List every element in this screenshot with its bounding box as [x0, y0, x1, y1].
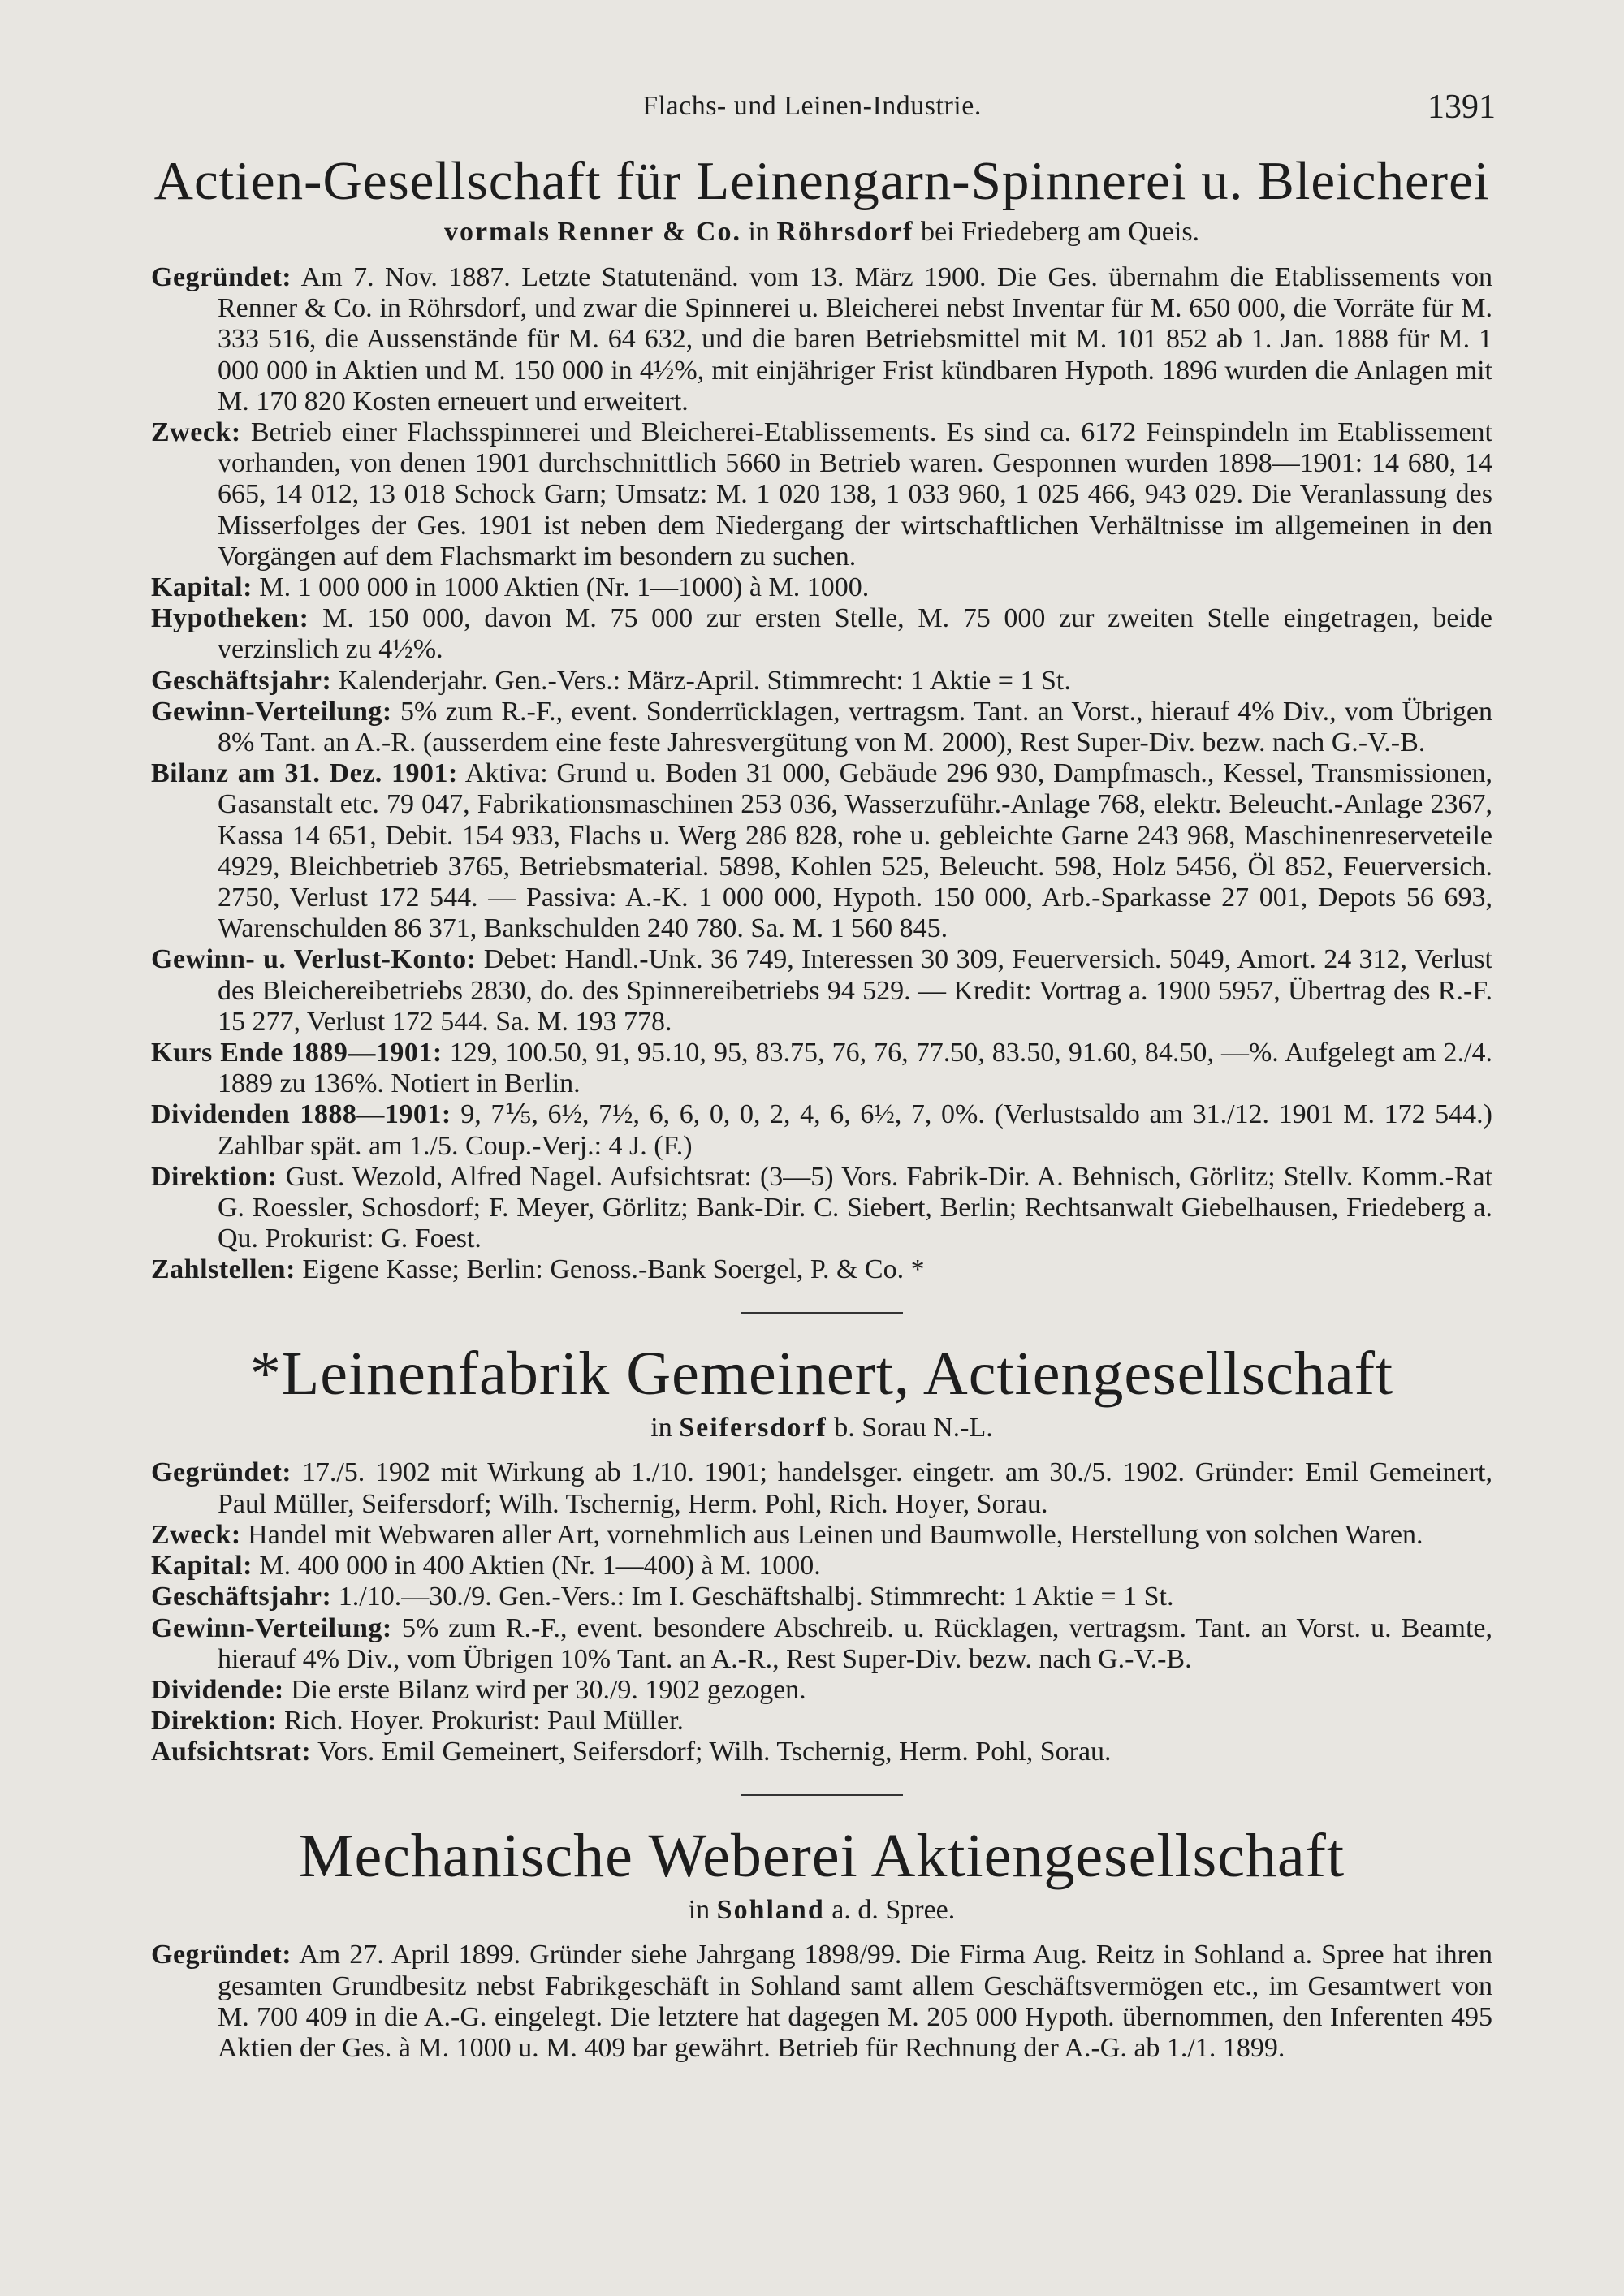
company-location	[151, 1409, 1492, 1447]
entry-zweck	[151, 1520, 1492, 1551]
section-divider	[741, 1312, 903, 1314]
entry-label: Kapital:	[151, 1551, 253, 1582]
entry-zweck	[151, 417, 1492, 572]
entry-aufsichtsrat	[151, 1737, 1492, 1767]
entry-direktion	[151, 1706, 1492, 1737]
entry-text: 5% zum R.-F., event. besondere Abschreib. u. Rücklagen, vertragsm. Tant. an Vorst. u. Beamte, hierauf 4% Div., vom Übrigen 10% Tant. an A.-R., Rest Super-Div. bezw. nach G.-V.-B.	[218, 1612, 1493, 1674]
entry-geschaeftsjahr	[151, 666, 1492, 697]
section-divider	[741, 1794, 903, 1796]
entry-gewinn-verteilung	[151, 1613, 1492, 1675]
sub-place: Seifersdorf	[679, 1412, 827, 1443]
entry-geschaeftsjahr	[151, 1582, 1492, 1612]
company-location	[151, 1892, 1492, 1929]
page-number: 1391	[1427, 88, 1496, 126]
entry-label: Geschäftsjahr:	[151, 1582, 332, 1612]
sub-place: Röhrsdorf	[776, 217, 914, 247]
sub-rest: b. Sorau N.-L.	[834, 1412, 993, 1443]
entry-label: Geschäftsjahr:	[151, 665, 332, 696]
entry-label: Direktion:	[151, 1161, 278, 1192]
entry-label: Gewinn-Verteilung:	[151, 1612, 392, 1643]
entry-text: M. 400 000 in 400 Aktien (Nr. 1—400) à M. 1000.	[259, 1551, 821, 1582]
entry-text: Vors. Emil Gemeinert, Seifersdorf; Wilh. Tschernig, Herm. Pohl, Sorau.	[317, 1737, 1112, 1767]
entry-gegruendet	[151, 262, 1492, 417]
sub-prefix: vormals	[443, 217, 551, 247]
entry-text: 5% zum R.-F., event. Sonderrücklagen, vertragsm. Tant. an Vorst., hierauf 4% Div., vom Übrigen 8% Tant. an A.-R. (ausserdem eine feste Jahresvergütung von M. 2000), Rest Super-Div. bezw. nach G.-V.-B.	[218, 696, 1493, 757]
entry-text: Eigene Kasse; Berlin: Genoss.-Bank Soergel, P. & Co. *	[302, 1254, 925, 1285]
entry-label: Dividenden 1888—1901:	[151, 1099, 451, 1130]
page-header	[0, 88, 1624, 132]
entry-text: Am 7. Nov. 1887. Letzte Statutenänd. vom 13. März 1900. Die Ges. übernahm die Etablissements von Renner & Co. in Röhrsdorf, und zwar die Spinnerei u. Bleicherei nebst Inventar für M. 650 000, die Vorräte für M. 333 516, die Aussenstände für M. 64 632, und die baren Betriebsmittel mit M. 101 852 ab 1. Jan. 1888 für M. 1 000 000 in Aktien und M. 150 000 in 4½%, mit einjähriger Frist kündbaren Hypoth. 1896 wurden die Anlagen mit M. 170 820 Kosten erneuert und erweitert.	[218, 261, 1493, 416]
entry-text: 129, 100.50, 91, 95.10, 95, 83.75, 76, 76, 77.50, 83.50, 91.60, 84.50, —%. Aufgelegt am 2./4. 1889 zu 136%. Notiert in Berlin.	[218, 1037, 1492, 1099]
company-section-1	[151, 151, 1493, 1286]
company-location	[151, 214, 1492, 251]
company-section-2	[151, 1339, 1493, 1768]
entry-gewinn-verteilung	[151, 697, 1492, 758]
sub-place: Sohland	[716, 1894, 825, 1925]
company-title: Mechanische Weberei Aktiengesellschaft	[298, 1821, 1345, 1890]
entry-gewinn-verlust-konto	[151, 944, 1492, 1038]
entry-text: Handel mit Webwaren aller Art, vornehmlich aus Leinen und Baumwolle, Herstellung von solchen Waren.	[248, 1519, 1423, 1550]
entry-text: M. 1 000 000 in 1000 Aktien (Nr. 1—1000) à M. 1000.	[259, 572, 870, 602]
entry-label: Direktion:	[151, 1706, 278, 1737]
entry-text: M. 150 000, davon M. 75 000 zur ersten Stelle, M. 75 000 zur zweiten Stelle eingetragen, beide verzinslich zu 4½%.	[218, 603, 1493, 665]
entry-text: Kalenderjahr. Gen.-Vers.: März-April. Stimmrecht: 1 Aktie = 1 St.	[338, 665, 1071, 696]
page-content	[151, 151, 1493, 2064]
sub-rest: a. d. Spree.	[831, 1894, 956, 1925]
entry-kapital	[151, 1551, 1492, 1582]
entry-label: Aufsichtsrat:	[151, 1737, 312, 1767]
entry-kurs	[151, 1038, 1492, 1099]
company-title: Actien-Gesellschaft für Leinengarn-Spinnerei u. Bleicherei	[153, 151, 1490, 211]
entry-text: Rich. Hoyer. Prokurist: Paul Müller.	[283, 1706, 685, 1737]
entry-label: Gewinn- u. Verlust-Konto:	[151, 944, 477, 975]
entry-text: Aktiva: Grund u. Boden 31 000, Gebäude 296 930, Dampfmasch., Kessel, Transmissionen, Gasanstalt etc. 79 047, Fabrikationsmaschinen 253 036, Wasserzuführ.-Anlage 768, elektr. Beleucht.-Anlage 2367, Kassa 14 651, Debit. 154 933, Flachs u. Werg 286 828, rohe u. gebleichte Garne 243 968, Maschinenreserveteile 4929, Bleichbetrieb 3765, Betriebsmaterial. 5898, Kohlen 525, Beleucht. 598, Holz 5456, Öl 852, Feuerversich. 2750, Verlust 172 544. — Passiva: A.-K. 1 000 000, Hypoth. 150 000, Arb.-Sparkasse 27 001, Depots 56 693, Warenschulden 86 371, Bankschulden 240 780. Sa. M. 1 560 845.	[218, 758, 1493, 944]
company-title: *Leinenfabrik Gemeinert, Actiengesellschaft	[249, 1339, 1394, 1408]
entry-label: Kapital:	[151, 572, 253, 602]
entry-text: Die erste Bilanz wird per 30./9. 1902 gezogen.	[291, 1674, 806, 1705]
entry-label: Gegründet:	[151, 1940, 292, 1970]
entry-text: Gust. Wezold, Alfred Nagel. Aufsichtsrat: (3—5) Vors. Fabrik-Dir. A. Behnisch, Görlitz; Stellv. Komm.-Rat G. Roessler, Schosdorf; F. Meyer, Görlitz; Bank-Dir. C. Siebert, Berlin; Rechtsanwalt Giebelhausen, Friedeberg a. Qu. Prokurist: G. Foest.	[218, 1161, 1493, 1254]
entry-label: Gegründet:	[151, 1457, 292, 1488]
entry-dividenden	[151, 1099, 1492, 1161]
sub-firm: Renner & Co.	[557, 217, 741, 247]
running-head: Flachs- und Leinen-Industrie.	[642, 91, 982, 121]
entry-label: Zweck:	[151, 416, 241, 447]
entry-zahlstellen	[151, 1254, 1492, 1285]
sub-rest: bei Friedeberg am Queis.	[921, 217, 1200, 247]
entry-kapital	[151, 572, 1492, 603]
entry-label: Gegründet:	[151, 261, 292, 292]
entry-direktion	[151, 1162, 1492, 1255]
entry-gegruendet	[151, 1940, 1492, 2064]
entry-label: Gewinn-Verteilung:	[151, 696, 392, 727]
entry-text: Am 27. April 1899. Gründer siehe Jahrgang 1898/99. Die Firma Aug. Reitz in Sohland a. Spree hat ihren gesamten Grundbesitz nebst Fabrikgeschäft in Sohland samt allem Geschäftsvermögen etc., im Gesamtwert von M. 700 409 in die A.-G. eingelegt. Die letztere hat dagegen M. 205 000 Hypoth. übernommen, den Inferenten 495 Aktien der Ges. à M. 1000 u. M. 409 bar gewährt. Betrieb für Rechnung der A.-G. ab 1./1. 1899.	[218, 1940, 1493, 2064]
entry-text: 1./10.—30./9. Gen.-Vers.: Im I. Geschäftshalbj. Stimmrecht: 1 Aktie = 1 St.	[338, 1582, 1174, 1612]
entry-bilanz	[151, 758, 1492, 944]
entry-dividende	[151, 1675, 1492, 1706]
entry-gegruendet	[151, 1457, 1492, 1519]
entry-text: 17./5. 1902 mit Wirkung ab 1./10. 1901; handelsger. eingetr. am 30./5. 1902. Gründer: Emil Gemeinert, Paul Müller, Seifersdorf; Wilh. Tschernig, Herm. Pohl, Rich. Hoyer, Sorau.	[218, 1457, 1492, 1519]
sub-in: in	[650, 1412, 672, 1443]
entry-label: Hypotheken:	[151, 603, 309, 634]
entry-label: Dividende:	[151, 1674, 284, 1705]
sub-in: in	[748, 217, 770, 247]
company-section-3	[151, 1821, 1493, 2065]
sub-in: in	[688, 1894, 710, 1925]
entry-text: 9, 7⅕, 6½, 7½, 6, 6, 0, 0, 2, 4, 6, 6½, 7, 0%. (Verlustsaldo am 31./12. 1901 M. 172 544.) Zahlbar spät. am 1./5. Coup.-Verj.: 4 J. (F.)	[218, 1099, 1492, 1161]
entry-text: Betrieb einer Flachsspinnerei und Bleicherei-Etablissements. Es sind ca. 6172 Feinspindeln im Etablissement vorhanden, von denen 1901 durchschnittlich 5660 in Betrieb waren. Gesponnen wurden 1898—1901: 14 680, 14 665, 14 012, 13 018 Schock Garn; Umsatz: M. 1 020 138, 1 033 960, 1 025 466, 943 029. Die Veranlassung des Misserfolges der Ges. 1901 ist neben dem Niedergang der wirtschaftlichen Verhältnisse im allgemeinen in den Vorgängen auf dem Flachsmarkt im besondern zu suchen.	[218, 416, 1493, 572]
entry-label: Kurs Ende 1889—1901:	[151, 1037, 443, 1068]
entry-hypotheken	[151, 603, 1492, 665]
entry-label: Zweck:	[151, 1519, 241, 1550]
entry-label: Bilanz am 31. Dez. 1901:	[151, 758, 458, 789]
entry-label: Zahlstellen:	[151, 1254, 296, 1285]
entry-text: Debet: Handl.-Unk. 36 749, Interessen 30 309, Feuerversich. 5049, Amort. 24 312, Verlust des Bleichereibetriebs 2830, do. des Spinnereibetriebs 94 529. — Kredit: Vortrag a. 1900 5957, Übertrag des R.-F. 15 277, Verlust 172 544. Sa. M. 193 778.	[218, 944, 1493, 1037]
